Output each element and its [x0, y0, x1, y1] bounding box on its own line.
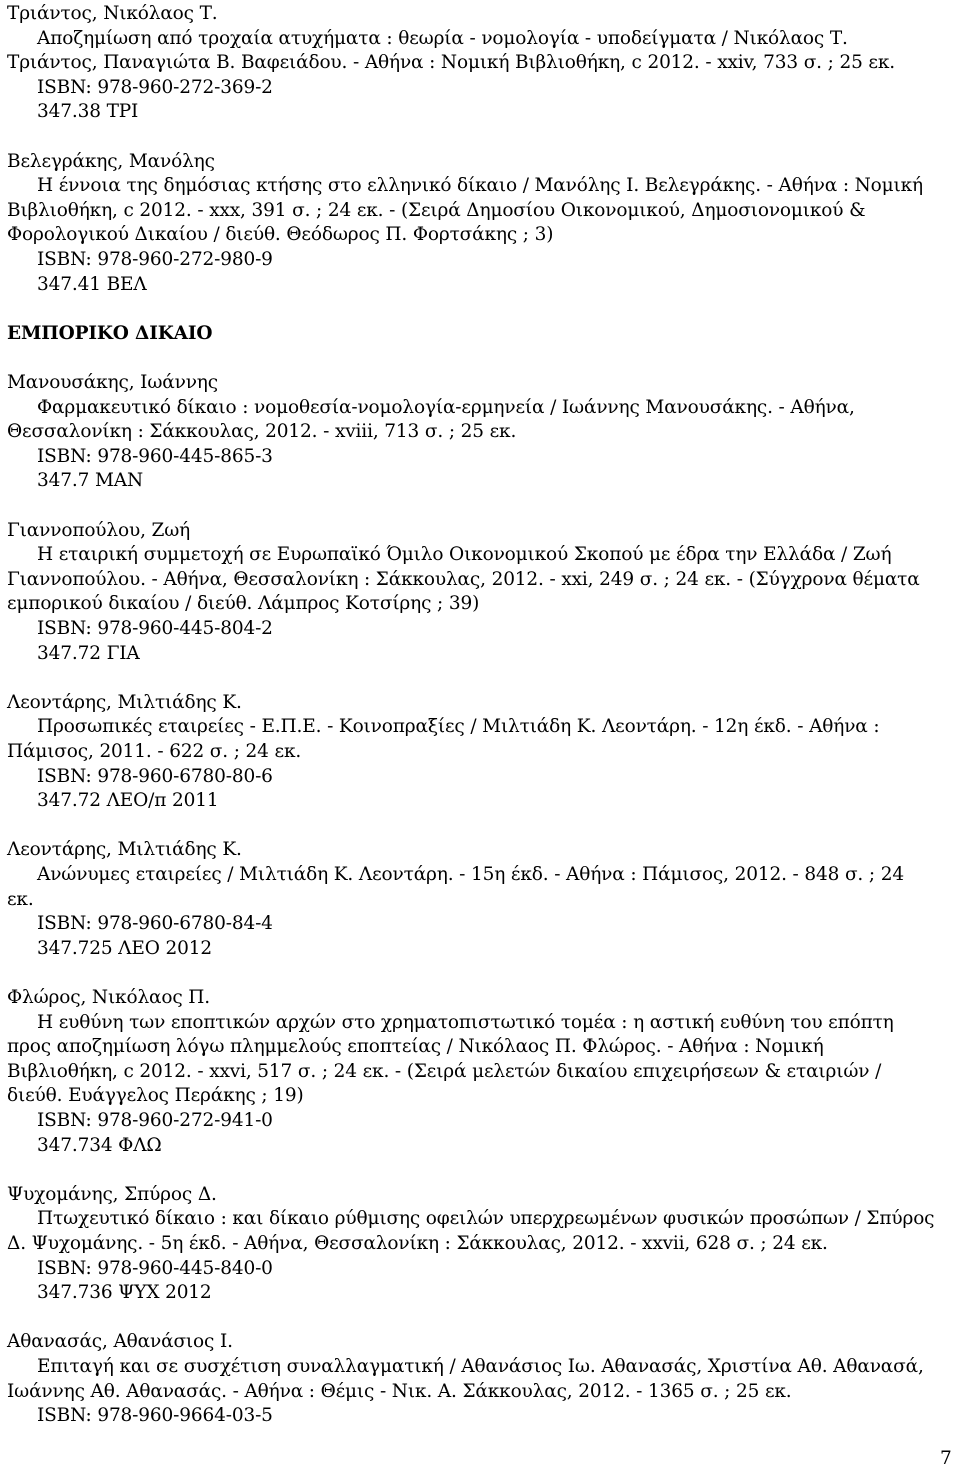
catalog-line: Φλώρος, Νικόλαος Π.: [7, 987, 211, 1008]
catalog-line: 347.38 ΤΡΙ: [37, 101, 139, 123]
catalog-line: Τριάντος, Παναγιώτα Β. Βαφειάδου. - Αθήνα : Νομική Βιβλιοθήκη, c 2012. - xxiv, 733 σ. ; 25 εκ.: [7, 52, 896, 74]
catalog-line: ISBN: 978-960-6780-84-4: [37, 913, 273, 935]
catalog-line: Η εταιρική συμμετοχή σε Ευρωπαϊκό Όμιλο Οικονομικού Σκοπού με έδρα την Ελλάδα / Ζωή: [37, 544, 892, 566]
catalog-line: ISBN: 978-960-272-941-0: [37, 1110, 273, 1131]
catalog-line: Γιαννοπούλου, Ζωή: [7, 519, 191, 541]
catalog-line: 347.736 ΨΥΧ 2012: [37, 1282, 212, 1304]
catalog-line: Γιαννοπούλου. - Αθήνα, Θεσσαλονίκη : Σάκκουλας, 2012. - xxi, 249 σ. ; 24 εκ. - (Σύγχρονα θέματα: [7, 568, 920, 590]
catalog-line: Δ. Ψυχομάνης. - 5η έκδ. - Αθήνα, Θεσσαλονίκη : Σάκκουλας, 2012. - xxvii, 628 σ. ; 24 εκ.: [7, 1233, 828, 1254]
catalog-line: προς αποζημίωση λόγω πλημμελούς εποπτείας / Νικόλαος Π. Φλώρος. - Αθήνα : Νομική: [7, 1036, 824, 1058]
catalog-line: 347.725 ΛΕΟ 2012: [37, 937, 212, 959]
catalog-line: εκ.: [7, 888, 34, 910]
catalog-line: Ανώνυμες εταιρείες / Μιλτιάδη Κ. Λεοντάρη. - 15η έκδ. - Αθήνα : Πάμισος, 2012. - 848 σ. ; 24: [37, 864, 904, 885]
catalog-line: Βιβλιοθήκη, c 2012. - xxvi, 517 σ. ; 24 εκ. - (Σειρά μελετών δικαίου επιχειρήσεων & εταιριών /: [7, 1060, 882, 1082]
catalog-line: ISBN: 978-960-9664-03-5: [37, 1405, 273, 1427]
catalog-line: Πάμισος, 2011. - 622 σ. ; 24 εκ.: [7, 741, 302, 762]
catalog-line: Αθανασάς, Αθανάσιος Ι.: [7, 1331, 233, 1353]
catalog-line: Μανουσάκης, Ιωάννης: [7, 372, 218, 393]
catalog-line: Βελεγράκης, Μανόλης: [7, 150, 215, 172]
catalog-line: Φαρμακευτικό δίκαιο : νομοθεσία-νομολογία-ερμηνεία / Ιωάννης Μανουσάκης. - Αθήνα,: [37, 396, 855, 418]
catalog-line: ISBN: 978-960-445-840-0: [37, 1257, 273, 1279]
catalog-line: Λεοντάρης, Μιλτιάδης Κ.: [7, 839, 242, 861]
catalog-line: ISBN: 978-960-272-980-9: [37, 249, 273, 270]
catalog-line: 347.72 ΓΙΑ: [37, 642, 140, 664]
catalog-line: ISBN: 978-960-272-369-2: [37, 76, 273, 98]
page-number: 7: [940, 1448, 952, 1469]
catalog-line: ISBN: 978-960-6780-80-6: [37, 765, 273, 787]
catalog-line: Η έννοια της δημόσιας κτήσης στο ελληνικό δίκαιο / Μανόλης Ι. Βελεγράκης. - Αθήνα : Νομική: [37, 175, 923, 197]
catalog-line: διεύθ. Ευάγγελος Περάκης ; 19): [7, 1085, 304, 1107]
catalog-line: Λεοντάρης, Μιλτιάδης Κ.: [7, 691, 242, 713]
catalog-line: Αποζημίωση από τροχαία ατυχήματα : θεωρία - νομολογία - υποδείγματα / Νικόλαος Τ.: [37, 27, 848, 49]
catalog-line: 347.41 ΒΕΛ: [37, 273, 147, 295]
catalog-line: Πτωχευτικό δίκαιο : και δίκαιο ρύθμισης οφειλών υπερχρεωμένων φυσικών προσώπων / Σπύρος: [37, 1208, 935, 1230]
section-heading: ΕΜΠΟΡΙΚΟ ΔΙΚΑΙΟ: [7, 322, 213, 344]
catalog-line: εμπορικού δικαίου / διεύθ. Λάμπρος Κοτσίρης ; 39): [7, 593, 480, 615]
catalog-line: ISBN: 978-960-445-865-3: [37, 445, 273, 467]
catalog-line: Επιταγή και σε συσχέτιση συναλλαγματική / Αθανάσιος Ιω. Αθανασάς, Χριστίνα Αθ. Αθανασά,: [37, 1356, 924, 1377]
catalog-line: Θεσσαλονίκη : Σάκκουλας, 2012. - xviii, 713 σ. ; 25 εκ.: [7, 421, 517, 443]
catalog-line: Φορολογικού Δικαίου / διεύθ. Θεόδωρος Π. Φορτσάκης ; 3): [7, 224, 554, 246]
catalog-line: Βιβλιοθήκη, c 2012. - xxx, 391 σ. ; 24 εκ. - (Σειρά Δημοσίου Οικονομικού, Δημοσιονομικού &: [7, 199, 866, 221]
catalog-line: 347.734 ΦΛΩ: [37, 1134, 162, 1156]
catalog-line: ISBN: 978-960-445-804-2: [37, 618, 273, 639]
catalog-line: Τριάντος, Νικόλαος Τ.: [7, 3, 218, 24]
catalog-line: Προσωπικές εταιρείες - Ε.Π.Ε. - Κοινοπραξίες / Μιλτιάδη Κ. Λεοντάρη. - 12η έκδ. - Αθήνα :: [37, 716, 880, 738]
catalog-line: 347.72 ΛΕΟ/π 2011: [37, 790, 219, 812]
catalog-line: Ιωάννης Αθ. Αθανασάς. - Αθήνα : Θέμις - Νικ. Α. Σάκκουλας, 2012. - 1365 σ. ; 25 εκ.: [7, 1380, 792, 1402]
catalog-line: Η ευθύνη των εποπτικών αρχών στο χρηματοπιστωτικό τομέα : η αστική ευθύνη του επόπτη: [37, 1011, 894, 1033]
catalog-line: Ψυχομάνης, Σπύρος Δ.: [7, 1183, 217, 1205]
catalog-line: 347.7 ΜΑΝ: [37, 470, 143, 492]
